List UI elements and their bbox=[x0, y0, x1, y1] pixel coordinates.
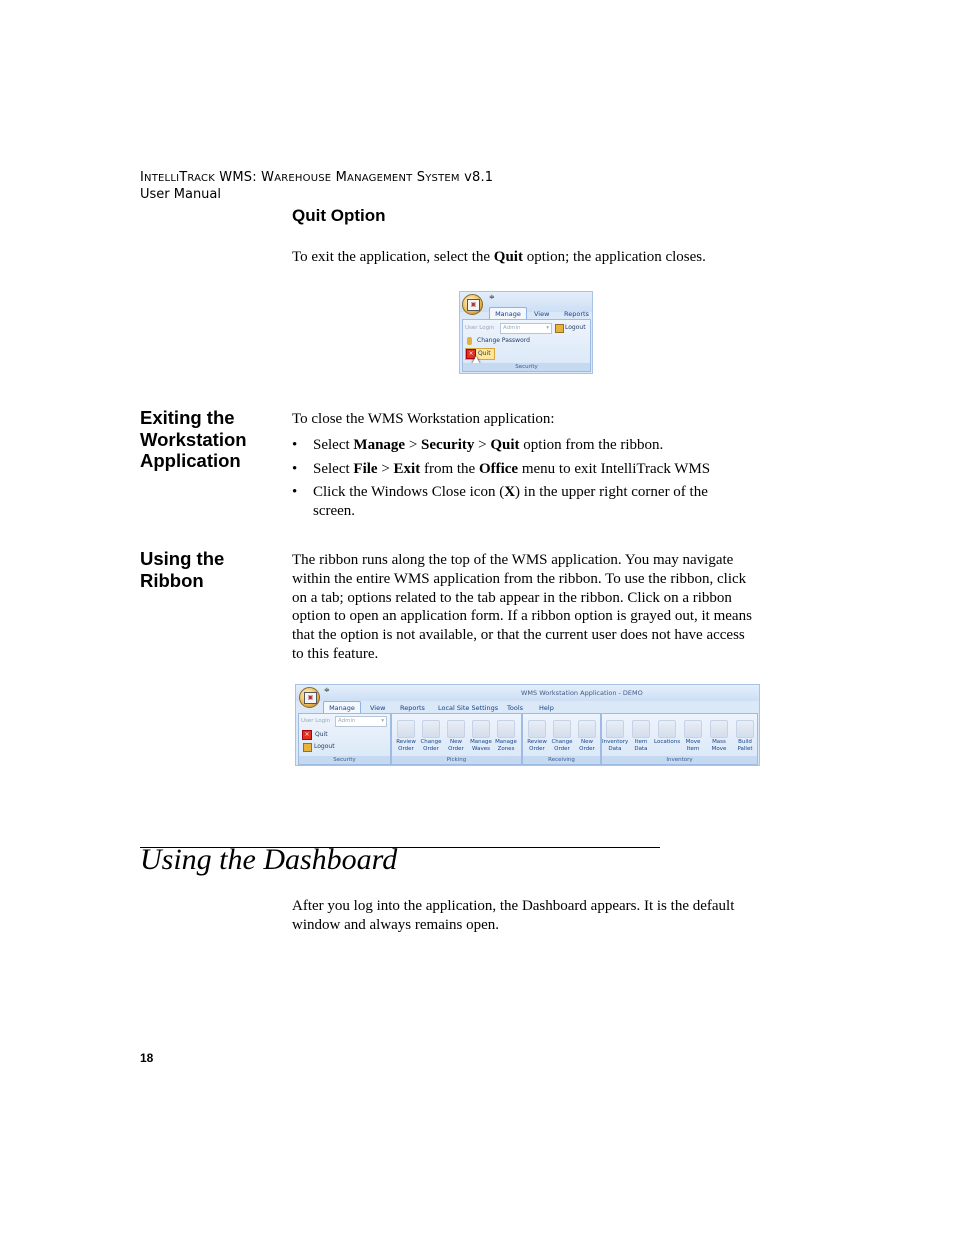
bullet-run: from the bbox=[420, 461, 479, 477]
header-title-part: T bbox=[179, 170, 188, 185]
header-title-part: M bbox=[331, 170, 348, 185]
security-group bbox=[298, 713, 391, 765]
ribbon-button-icon bbox=[684, 720, 702, 738]
quit-text-post: option; the application closes. bbox=[522, 249, 706, 265]
page-number: 18 bbox=[140, 1051, 154, 1065]
key-icon bbox=[467, 337, 472, 345]
ribbon-text: The ribbon runs along the top of the WMS application. You may navigate within the entire WMS application from the ribbon. To use the ribbon, click on a tab; options related to the tab appear in the ribbon. Click on a ribbon option to open an application form. If a ribbon option is grayed out, it means that the option is not available, or that the current user does not have access to this feature. bbox=[292, 552, 752, 662]
ribbon-button-icon bbox=[528, 720, 546, 738]
receiving-group-label: Receiving bbox=[523, 756, 600, 764]
ribbon-button-icon bbox=[422, 720, 440, 738]
ribbon-button[interactable] bbox=[524, 720, 550, 752]
security-group-label: Security bbox=[463, 363, 590, 371]
header-title-part: ANAGEMENT bbox=[347, 173, 413, 184]
ribbon-button-icon bbox=[736, 720, 754, 738]
ribbon-button-label: Manage bbox=[470, 739, 492, 745]
ribbon-button-label: Order bbox=[423, 745, 439, 752]
bullet-run: ) in the upper right corner of the screen. bbox=[313, 484, 708, 519]
ribbon-button-label: Review bbox=[527, 739, 547, 745]
quit-button[interactable]: Quit bbox=[478, 350, 491, 357]
user-login-value: Admin bbox=[338, 718, 356, 724]
tab-view[interactable]: View bbox=[370, 704, 386, 712]
ribbon-button-label: Move bbox=[711, 745, 727, 752]
full-ribbon-screenshot bbox=[295, 684, 760, 766]
quit-ribbon-screenshot bbox=[459, 291, 593, 374]
quit-option-text bbox=[292, 248, 762, 267]
user-login-combo[interactable] bbox=[500, 323, 552, 334]
lock-icon bbox=[303, 743, 312, 752]
bullet-run: option from the ribbon. bbox=[519, 437, 664, 453]
ribbon-button[interactable] bbox=[549, 720, 575, 752]
bullet-run: Select bbox=[313, 461, 354, 477]
ribbon-button-label: Inventory bbox=[602, 739, 629, 745]
receiving-group bbox=[522, 713, 601, 765]
ribbon-button-icon bbox=[472, 720, 490, 738]
ribbon-button-icon bbox=[658, 720, 676, 738]
ribbon-button[interactable] bbox=[654, 720, 680, 752]
ribbon-button-label: New bbox=[581, 739, 593, 745]
ribbon-button[interactable] bbox=[418, 720, 444, 752]
ribbon-button-label: Mass bbox=[712, 739, 726, 745]
ribbon-button-icon bbox=[710, 720, 728, 738]
ribbon-button[interactable] bbox=[493, 720, 519, 752]
ribbon-button-icon bbox=[447, 720, 465, 738]
tab-manage[interactable]: Manage bbox=[323, 701, 361, 714]
header-title-part: S bbox=[412, 170, 426, 185]
exiting-intro: To close the WMS Workstation application: bbox=[292, 411, 555, 427]
tab-view[interactable]: View bbox=[534, 310, 550, 318]
logout-button[interactable]: Logout bbox=[565, 324, 586, 331]
ribbon-button[interactable] bbox=[706, 720, 732, 752]
tab-local-site-settings[interactable]: Local Site Settings bbox=[438, 704, 499, 712]
ribbon-button[interactable] bbox=[628, 720, 654, 752]
office-button-icon[interactable]: ▣ bbox=[299, 687, 320, 708]
header-title-part: YSTEM bbox=[425, 173, 460, 184]
bullet-run: > bbox=[377, 461, 394, 477]
tab-manage[interactable]: Manage bbox=[489, 307, 527, 320]
ribbon-button-label: Locations bbox=[654, 739, 681, 745]
ribbon-button[interactable] bbox=[574, 720, 600, 752]
ribbon-button-label: Change bbox=[551, 739, 573, 745]
dashboard-text: After you log into the application, the Dashboard appears. It is the default window and always remains open. bbox=[292, 898, 735, 933]
ribbon-button[interactable] bbox=[443, 720, 469, 752]
ribbon-button-label: Manage bbox=[495, 739, 517, 745]
window-title: WMS Workstation Application - DEMO bbox=[521, 689, 643, 697]
ribbon-button[interactable] bbox=[393, 720, 419, 752]
tab-tools[interactable]: Tools bbox=[507, 704, 524, 712]
header-title-part: AREHOUSE bbox=[274, 173, 332, 184]
user-login-combo[interactable] bbox=[335, 716, 387, 727]
bullet-run: menu to exit IntelliTrack WMS bbox=[518, 461, 711, 477]
bullet-icon: • bbox=[292, 437, 298, 453]
header-title-part: WMS: W bbox=[214, 170, 275, 185]
bullet-run: Exit bbox=[393, 461, 421, 477]
header-title-part: NTELLI bbox=[144, 173, 180, 184]
user-login-label: User Login bbox=[465, 325, 495, 331]
bullet-run: Select bbox=[313, 437, 354, 453]
picking-group-label: Picking bbox=[392, 756, 521, 764]
ribbon-button-label: New bbox=[450, 739, 462, 745]
quick-access-toolbar-icon[interactable]: ≑ bbox=[489, 293, 495, 301]
dashboard-heading: Using the Dashboard bbox=[140, 843, 398, 876]
header-title-part: I bbox=[140, 170, 145, 185]
ribbon-button-icon bbox=[632, 720, 650, 738]
tab-reports[interactable]: Reports bbox=[400, 704, 425, 712]
bullet-text bbox=[313, 460, 753, 479]
quit-text-bold: Quit bbox=[493, 249, 523, 265]
ribbon-button-label: Item bbox=[686, 745, 700, 752]
picking-group bbox=[391, 713, 522, 765]
ribbon-button-label: Pallet bbox=[737, 745, 753, 752]
bullet-run: X bbox=[504, 484, 516, 500]
exiting-bullet-list bbox=[292, 436, 752, 526]
ribbon-button-icon bbox=[553, 720, 571, 738]
bullet-run: > bbox=[405, 437, 422, 453]
bullet-icon: • bbox=[292, 484, 298, 500]
ribbon-button-label: Waves bbox=[472, 745, 490, 752]
ribbon-button-label: Review bbox=[396, 739, 416, 745]
ribbon-button-label: Data bbox=[608, 745, 622, 752]
tab-help[interactable]: Help bbox=[539, 704, 554, 712]
ribbon-button-label: Build bbox=[738, 739, 752, 745]
security-group-label: Security bbox=[299, 756, 390, 764]
ribbon-button-label: Zones bbox=[497, 745, 515, 752]
inventory-group-label: Inventory bbox=[602, 756, 757, 764]
ribbon-button-label: Order bbox=[529, 745, 545, 752]
inventory-group bbox=[601, 713, 758, 765]
ribbon-button-label: Order bbox=[398, 745, 414, 752]
ribbon-button-label: Order bbox=[448, 745, 464, 752]
tab-reports[interactable]: Reports bbox=[564, 310, 589, 318]
quit-text-pre: To exit the application, select the bbox=[292, 249, 494, 265]
ribbon-button-label: Data bbox=[634, 745, 648, 752]
bullet-icon: • bbox=[292, 461, 298, 477]
quit-icon: × bbox=[466, 349, 476, 359]
security-group bbox=[462, 319, 591, 372]
ribbon-button[interactable] bbox=[468, 720, 494, 752]
ribbon-button-icon bbox=[578, 720, 596, 738]
running-header-title bbox=[140, 170, 493, 185]
ribbon-button[interactable] bbox=[602, 720, 628, 752]
quit-option-heading: Quit Option bbox=[292, 206, 386, 225]
chevron-down-icon: ▾ bbox=[381, 718, 384, 724]
ribbon-button-label: Item bbox=[634, 739, 648, 745]
bullet-run: Security bbox=[421, 437, 475, 453]
quit-icon: × bbox=[302, 730, 312, 740]
ribbon-button-icon bbox=[606, 720, 624, 738]
lock-icon bbox=[555, 324, 564, 333]
bullet-run: Click the Windows Close icon ( bbox=[313, 484, 505, 500]
ribbon-button-icon bbox=[397, 720, 415, 738]
ribbon-button-label bbox=[654, 746, 680, 753]
bullet-run: Office bbox=[478, 461, 519, 477]
running-header-subtitle: User Manual bbox=[140, 187, 222, 202]
ribbon-button[interactable] bbox=[680, 720, 706, 752]
quit-button[interactable]: Quit bbox=[315, 731, 328, 738]
quick-access-toolbar-icon[interactable]: ≑ bbox=[324, 686, 330, 694]
ribbon-button-icon bbox=[497, 720, 515, 738]
ribbon-heading: Using the Ribbon bbox=[140, 548, 225, 591]
bullet-run: > bbox=[474, 437, 491, 453]
ribbon-button-label: Order bbox=[579, 745, 595, 752]
office-button-icon[interactable]: ▣ bbox=[462, 294, 483, 315]
user-login-value: Admin bbox=[503, 325, 521, 331]
bullet-run: Manage bbox=[353, 437, 406, 453]
chevron-down-icon: ▾ bbox=[546, 325, 549, 331]
header-title-part: v8.1 bbox=[459, 170, 494, 185]
bullet-run: Quit bbox=[490, 437, 520, 453]
user-login-label: User Login bbox=[301, 718, 331, 724]
header-title-part: RACK bbox=[187, 173, 215, 184]
ribbon-button-label: Change bbox=[420, 739, 442, 745]
bullet-run: File bbox=[353, 461, 378, 477]
logout-button[interactable]: Logout bbox=[314, 743, 335, 750]
ribbon-button[interactable] bbox=[732, 720, 758, 752]
change-password-button[interactable]: Change Password bbox=[477, 337, 530, 344]
ribbon-button-label: Order bbox=[554, 745, 570, 752]
ribbon-button-label: Move bbox=[685, 739, 701, 745]
bullet-text bbox=[313, 483, 743, 521]
bullet-text bbox=[313, 436, 743, 455]
exiting-heading: Exiting the Workstation Application bbox=[140, 407, 247, 471]
